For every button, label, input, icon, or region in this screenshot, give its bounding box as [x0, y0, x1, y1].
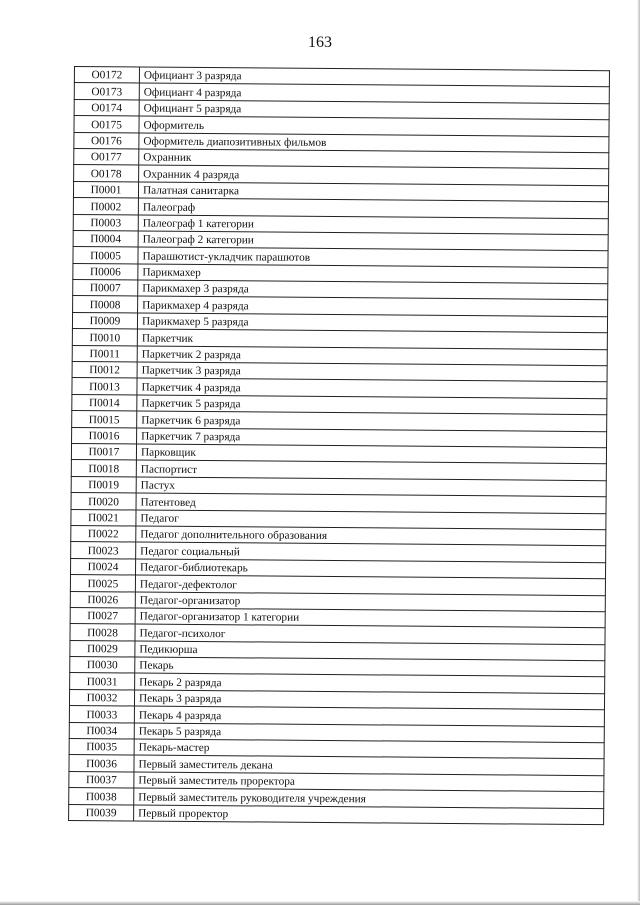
occupation-name-cell: Парикмахер 5 разряда — [137, 313, 607, 333]
occupation-name-cell: Паркетчик 6 разряда — [137, 411, 607, 431]
occupation-name-cell: Педагог дополнительного образования — [136, 526, 606, 546]
occupation-name-cell: Охранник 4 разряда — [139, 165, 609, 185]
occupation-name-cell: Пекарь 3 разряда — [134, 690, 604, 710]
occupation-code-cell: П0008 — [73, 296, 138, 313]
occupation-name-cell: Палеограф — [138, 198, 608, 218]
occupation-code-cell: П0003 — [73, 214, 138, 231]
occupation-codes-table — [68, 66, 610, 825]
occupation-code-cell: П0022 — [71, 525, 136, 542]
occupation-code-cell: П0012 — [72, 362, 137, 379]
occupation-name-cell: Палеограф 2 категории — [138, 231, 608, 251]
occupation-code-cell: О0176 — [74, 132, 139, 149]
occupation-name-cell: Педагог социальный — [136, 542, 606, 562]
occupation-code-cell: П0029 — [70, 640, 135, 657]
occupation-code-cell: П0023 — [71, 542, 136, 559]
occupation-name-cell: Оформитель диапозитивных фильмов — [139, 133, 609, 153]
occupation-code-cell: П0001 — [73, 181, 138, 198]
page-number: 163 — [308, 34, 332, 51]
occupation-name-cell: Пекарь 4 разряда — [134, 706, 604, 726]
occupation-code-cell: О0173 — [74, 83, 139, 100]
occupation-name-cell: Педагог-дефектолог — [135, 575, 605, 595]
occupation-name-cell: Первый заместитель руководителя учреждения — [134, 788, 604, 808]
occupation-code-cell: П0035 — [69, 738, 134, 755]
occupation-code-cell: П0038 — [69, 788, 134, 805]
occupation-name-cell: Парковщик — [136, 444, 606, 464]
occupation-name-cell: Палеограф 1 категории — [138, 215, 608, 235]
occupation-name-cell: Пекарь 2 разряда — [135, 673, 605, 693]
occupation-name-cell: Паспортист — [136, 460, 606, 480]
occupation-code-cell: П0014 — [72, 394, 137, 411]
occupation-code-cell: П0016 — [72, 427, 137, 444]
occupation-name-cell: Официант 4 разряда — [139, 83, 609, 103]
occupation-name-cell: Парикмахер 3 разряда — [138, 280, 608, 300]
table-body — [69, 67, 610, 825]
occupation-code-cell: О0175 — [74, 116, 139, 133]
occupation-code-cell: П0011 — [72, 345, 137, 362]
occupation-code-cell: О0177 — [74, 148, 139, 165]
occupation-code-cell: П0007 — [73, 280, 138, 297]
occupation-name-cell: Охранник — [139, 149, 609, 169]
occupation-name-cell: Парикмахер 4 разряда — [138, 296, 608, 316]
occupation-code-cell: П0032 — [69, 689, 134, 706]
occupation-code-cell: П0004 — [73, 230, 138, 247]
occupation-code-cell: О0172 — [74, 67, 139, 84]
occupation-code-cell: П0025 — [70, 575, 135, 592]
occupation-code-cell: П0028 — [70, 624, 135, 641]
occupation-code-cell: О0178 — [74, 165, 139, 182]
occupation-code-cell: О0174 — [74, 99, 139, 116]
occupation-name-cell: Паркетчик 2 разряда — [137, 346, 607, 366]
occupation-name-cell: Паркетчик 3 разряда — [137, 362, 607, 382]
occupation-name-cell: Официант 5 разряда — [139, 100, 609, 120]
occupation-name-cell: Парикмахер — [138, 264, 608, 284]
occupation-code-cell: П0010 — [72, 329, 137, 346]
occupation-code-cell: П0009 — [72, 312, 137, 329]
occupation-name-cell: Первый проректор — [134, 805, 604, 825]
occupation-code-cell: П0037 — [69, 771, 134, 788]
occupation-code-cell: П0018 — [71, 460, 136, 477]
occupation-name-cell: Оформитель — [139, 116, 609, 136]
occupation-name-cell: Первый заместитель проректора — [134, 772, 604, 792]
occupation-name-cell: Педикюрша — [135, 641, 605, 661]
occupation-code-cell: П0036 — [69, 755, 134, 772]
occupation-code-cell: П0015 — [72, 411, 137, 428]
occupation-name-cell: Пекарь-мастер — [134, 739, 604, 759]
occupation-name-cell: Пекарь 5 разряда — [134, 723, 604, 743]
occupation-name-cell: Паркетчик 5 разряда — [137, 395, 607, 415]
occupation-code-cell: П0017 — [71, 443, 136, 460]
occupation-name-cell: Пекарь — [135, 657, 605, 677]
occupation-name-cell: Патентовед — [136, 493, 606, 513]
occupation-code-cell: П0034 — [69, 722, 134, 739]
occupation-code-cell: П0026 — [70, 591, 135, 608]
occupation-code-cell: П0005 — [73, 247, 138, 264]
scan-bottom-shadow — [0, 901, 640, 905]
occupation-code-cell: П0027 — [70, 607, 135, 624]
occupation-name-cell: Педагог-организатор 1 категории — [135, 608, 605, 628]
occupation-name-cell: Педагог — [136, 510, 606, 530]
occupation-name-cell: Парашютист-укладчик парашютов — [138, 247, 608, 267]
occupation-name-cell: Официант 3 разряда — [139, 67, 609, 87]
occupation-name-cell: Пастух — [136, 477, 606, 497]
occupation-code-cell: П0002 — [73, 198, 138, 215]
occupation-name-cell: Первый заместитель декана — [134, 755, 604, 775]
occupation-name-cell: Палатная санитарка — [138, 182, 608, 202]
occupation-code-cell: П0039 — [69, 804, 134, 821]
occupation-name-cell: Педагог-организатор — [135, 591, 605, 611]
occupation-name-cell: Педагог-библиотекарь — [136, 559, 606, 579]
occupation-name-cell: Паркетчик 7 разряда — [137, 428, 607, 448]
occupation-name-cell: Педагог-психолог — [135, 624, 605, 644]
occupation-code-cell: П0021 — [71, 509, 136, 526]
occupation-code-cell: П0031 — [70, 673, 135, 690]
occupation-code-cell: П0006 — [73, 263, 138, 280]
occupation-code-cell: П0030 — [70, 657, 135, 674]
occupation-name-cell: Паркетчик 4 разряда — [137, 378, 607, 398]
occupation-code-cell: П0013 — [72, 378, 137, 395]
occupation-code-cell: П0020 — [71, 493, 136, 510]
occupation-code-cell: П0024 — [71, 558, 136, 575]
table-row — [69, 804, 604, 825]
occupation-code-cell: П0019 — [71, 476, 136, 493]
occupation-code-cell: П0033 — [69, 706, 134, 723]
occupation-name-cell: Паркетчик — [137, 329, 607, 349]
